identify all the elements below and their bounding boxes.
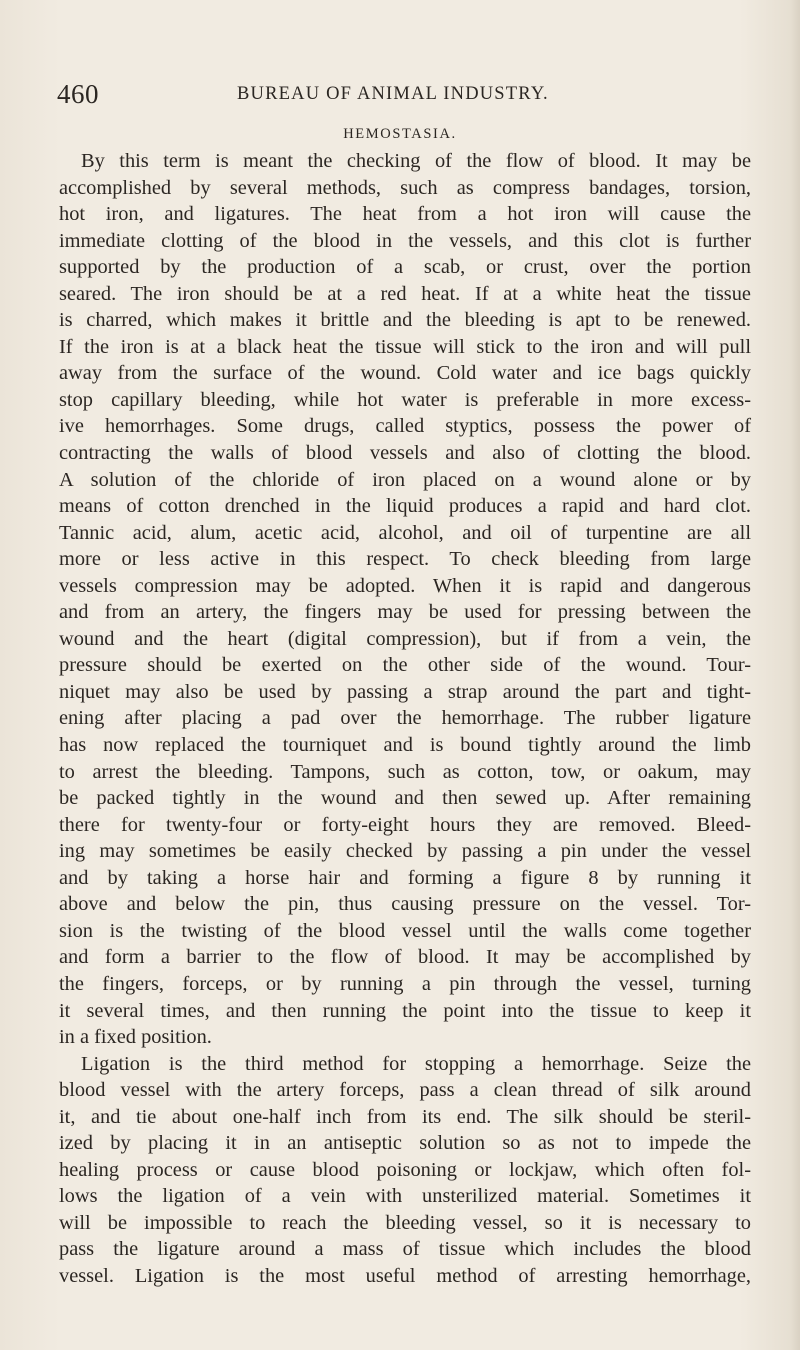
text-line: in a fixed position. [59, 1026, 212, 1049]
text-line: stop capillary bleeding, while hot water is preferable in more excess- [59, 388, 751, 411]
text-line: above and below the pin, thus causing pressure on the vessel. Tor- [59, 893, 751, 916]
running-head [57, 78, 747, 110]
text-line: accomplished by several methods, such as compress bandages, torsion, [59, 176, 751, 199]
text-line: it several times, and then running the point into the tissue to keep it [59, 999, 751, 1022]
text-line: ized by placing it in an antiseptic solution so as not to impede the [59, 1132, 751, 1155]
text-line: blood vessel with the artery forceps, pass a clean thread of silk around [59, 1079, 751, 1102]
text-line: If the iron is at a black heat the tissue will stick to the iron and will pull [59, 335, 751, 358]
text-line: A solution of the chloride of iron placed on a wound alone or by [59, 468, 751, 491]
text-line: wound and the heart (digital compression), but if from a vein, the [59, 627, 751, 650]
text-line: vessels compression may be adopted. When it is rapid and dangerous [59, 574, 751, 597]
text-line: more or less active in this respect. To check bleeding from large [59, 548, 751, 571]
text-line: By this term is meant the checking of the flow of blood. It may be [81, 150, 751, 172]
text-line: Ligation is the third method for stopping a hemorrhage. Seize the [81, 1052, 751, 1075]
text-line: ening after placing a pad over the hemorrhage. The rubber ligature [59, 707, 751, 730]
text-line: niquet may also be used by passing a strap around the part and tight- [59, 680, 751, 703]
text-line: vessel. Ligation is the most useful method of arresting hemorrhage, [59, 1264, 751, 1287]
text-line: is charred, which makes it brittle and the bleeding is apt to be renewed. [59, 309, 751, 332]
text-line: away from the surface of the wound. Cold water and ice bags quickly [59, 362, 751, 385]
text-line: to arrest the bleeding. Tampons, such as cotton, tow, or oakum, may [59, 760, 751, 783]
text-line: sion is the twisting of the blood vessel until the walls come together [59, 919, 751, 942]
text-line: healing process or cause blood poisoning or lockjaw, which often fol- [59, 1158, 751, 1181]
text-line: immediate clotting of the blood in the vessels, and this clot is further [59, 229, 751, 252]
text-line: the fingers, forceps, or by running a pin through the vessel, turning [59, 972, 751, 995]
text-line: Tannic acid, alum, acetic acid, alcohol, and oil of turpentine are all [59, 521, 751, 544]
text-line: will be impossible to reach the bleeding vessel, so it is necessary to [59, 1211, 751, 1234]
text-line: pass the ligature around a mass of tissue which includes the blood [59, 1238, 751, 1261]
text-line: hot iron, and ligatures. The heat from a hot iron will cause the [59, 203, 751, 226]
running-title: BUREAU OF ANIMAL INDUSTRY. [237, 84, 549, 104]
text-line: there for twenty-four or forty-eight hours they are removed. Bleed- [59, 813, 751, 836]
body-text [59, 148, 751, 1290]
text-line: it, and tie about one-half inch from its end. The silk should be steril- [59, 1105, 751, 1128]
text-line: has now replaced the tourniquet and is bound tightly around the limb [59, 734, 751, 757]
text-line: be packed tightly in the wound and then sewed up. After remaining [59, 787, 751, 810]
text-line: and by taking a horse hair and forming a figure 8 by running it [59, 866, 751, 889]
text-line: and form a barrier to the flow of blood. It may be accomplished by [59, 946, 751, 969]
text-line: supported by the production of a scab, or crust, over the portion [59, 256, 751, 279]
section-title: HEMOSTASIA. [343, 126, 457, 142]
text-line: means of cotton drenched in the liquid produces a rapid and hard clot. [59, 495, 751, 518]
text-line: ing may sometimes be easily checked by passing a pin under the vessel [59, 840, 751, 863]
text-line: and from an artery, the fingers may be used for pressing between the [59, 601, 751, 624]
page-number: 460 [57, 79, 99, 109]
text-line: pressure should be exerted on the other side of the wound. Tour- [59, 654, 751, 677]
text-line: contracting the walls of blood vessels and also of clotting the blood. [59, 442, 751, 465]
text-line: seared. The iron should be at a red heat. If at a white heat the tissue [59, 282, 751, 305]
text-line: ive hemorrhages. Some drugs, called styptics, possess the power of [59, 415, 751, 438]
text-line: lows the ligation of a vein with unsterilized material. Sometimes it [59, 1185, 751, 1208]
